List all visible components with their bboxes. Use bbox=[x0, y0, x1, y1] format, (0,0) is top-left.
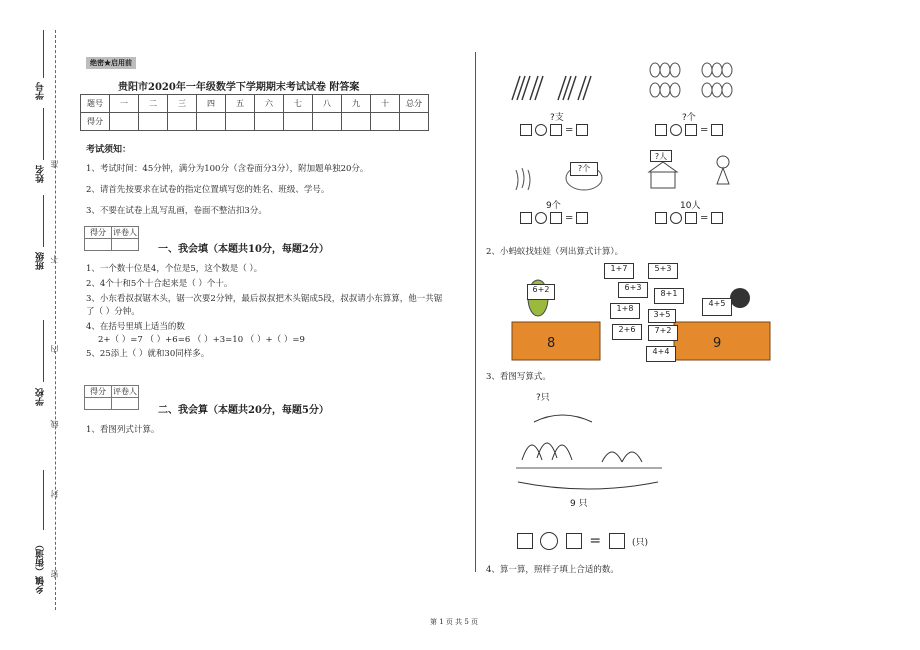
equation-card: 2+6 bbox=[612, 324, 642, 340]
answer-square[interactable] bbox=[550, 124, 562, 136]
answer-square[interactable] bbox=[609, 533, 625, 549]
pineapples-illustration bbox=[645, 60, 745, 102]
equation-card: 3+5 bbox=[648, 309, 676, 323]
score-header-cell: 题号 bbox=[81, 95, 110, 113]
score-header-cell: 十 bbox=[371, 95, 400, 113]
equation-card: 7+2 bbox=[648, 325, 678, 341]
grader-reviewer-cell[interactable] bbox=[112, 398, 139, 410]
unit-label: (只) bbox=[632, 538, 649, 548]
binding-label-name: 姓名 bbox=[36, 165, 46, 183]
question-item: 2、4个十和5个十合起来是（ ）个十。 bbox=[86, 279, 233, 289]
equation-row: = bbox=[655, 212, 726, 224]
equation-card: 1+7 bbox=[604, 263, 634, 279]
score-header-cell: 四 bbox=[197, 95, 226, 113]
notice-heading: 考试须知： bbox=[86, 145, 132, 155]
binding-underline bbox=[43, 195, 44, 247]
score-table-row bbox=[81, 113, 429, 131]
binding-label-class: 班级 bbox=[36, 252, 46, 270]
caption-people: 10人 bbox=[680, 201, 701, 211]
section1-heading: 一、我会填（本题共10分，每题2分） bbox=[158, 244, 329, 255]
score-header-cell: 八 bbox=[313, 95, 342, 113]
operator-circle[interactable] bbox=[540, 532, 558, 550]
binding-mark: 内 bbox=[50, 345, 59, 353]
grader-reviewer-label: 评卷人 bbox=[113, 387, 137, 396]
equation-card: 8+1 bbox=[654, 288, 684, 304]
answer-square[interactable] bbox=[655, 212, 667, 224]
grader-score-label: 得分 bbox=[85, 386, 112, 398]
box-number-right: 9 bbox=[713, 336, 722, 351]
score-cell[interactable] bbox=[313, 113, 342, 131]
equation-row: = bbox=[520, 212, 591, 224]
score-header-cell: 三 bbox=[168, 95, 197, 113]
caption-pineapples: ?个 bbox=[682, 113, 696, 123]
score-table bbox=[80, 94, 429, 131]
operator-circle[interactable] bbox=[535, 124, 547, 136]
score-header-cell: 六 bbox=[255, 95, 284, 113]
bottom-label: 9 只 bbox=[570, 499, 588, 509]
equation-card: 6+3 bbox=[618, 282, 648, 298]
operator-circle[interactable] bbox=[535, 212, 547, 224]
binding-mark: 封 bbox=[50, 490, 59, 498]
page-title: 贵阳市2020年一年级数学下学期期末考试试卷 附答案 bbox=[118, 82, 360, 93]
answer-square[interactable] bbox=[550, 212, 562, 224]
binding-underline bbox=[43, 320, 44, 382]
score-row-label: 得分 bbox=[81, 113, 110, 131]
score-header-cell: 总分 bbox=[400, 95, 429, 113]
section2-heading: 二、我会算（本题共20分，每题5分） bbox=[158, 405, 329, 416]
binding-label-town: 乡镇（街道） bbox=[36, 540, 46, 594]
grader-score-cell[interactable] bbox=[85, 398, 112, 410]
question-item: 2+（ ）=7 （ ）+6=6 （ ）+3=10 （ ）+（ ）=9 bbox=[98, 335, 305, 345]
score-header-cell: 一 bbox=[110, 95, 139, 113]
grader-score-cell[interactable] bbox=[85, 239, 112, 251]
grader-reviewer-cell[interactable] bbox=[112, 239, 139, 251]
secret-badge: 绝密★启用前 bbox=[86, 57, 136, 69]
answer-square[interactable] bbox=[517, 533, 533, 549]
grader-box bbox=[84, 226, 139, 251]
notice-item: 2、请首先按要求在试卷的指定位置填写您的姓名、班级、学号。 bbox=[86, 185, 330, 195]
grader-box bbox=[84, 385, 139, 410]
equation-card: 5+3 bbox=[648, 263, 678, 279]
binding-line bbox=[55, 30, 56, 610]
score-cell[interactable] bbox=[139, 113, 168, 131]
score-header-cell: 二 bbox=[139, 95, 168, 113]
top-label: ?只 bbox=[536, 393, 550, 403]
answer-square[interactable] bbox=[520, 124, 532, 136]
question-item: 了（ ）分钟。 bbox=[86, 307, 140, 317]
box-number-left: 8 bbox=[547, 336, 556, 351]
score-header-cell: 九 bbox=[342, 95, 371, 113]
equation-row: = bbox=[520, 124, 591, 136]
question-item: 1、一个数十位是4，个位是5，这个数是（ ）。 bbox=[86, 264, 263, 274]
note-box: ?个 bbox=[570, 162, 598, 176]
score-cell[interactable] bbox=[168, 113, 197, 131]
binding-mark: 密 bbox=[50, 570, 59, 578]
score-cell[interactable] bbox=[400, 113, 429, 131]
page-footer: 第 1 页 共 5 页 bbox=[430, 618, 479, 626]
score-header-cell: 七 bbox=[284, 95, 313, 113]
binding-underline bbox=[43, 470, 44, 530]
answer-square[interactable] bbox=[520, 212, 532, 224]
notice-item: 3、不要在试卷上乱写乱画，卷面不整洁扣3分。 bbox=[86, 206, 267, 216]
answer-square[interactable] bbox=[711, 124, 723, 136]
score-table-header-row bbox=[81, 95, 429, 113]
caption-pencils: ?支 bbox=[550, 113, 564, 123]
question-item: 4、在括号里填上适当的数 bbox=[86, 322, 185, 332]
binding-underline bbox=[43, 108, 44, 160]
grader-score-label: 得分 bbox=[85, 227, 112, 239]
question-item: 3、小东看叔叔锯木头，锯一次要2分钟，最后叔叔把木头锯成5段，叔叔请小东算算，他一共锯 bbox=[86, 294, 443, 304]
operator-circle[interactable] bbox=[670, 124, 682, 136]
equation-card: 4+4 bbox=[646, 346, 676, 362]
question-item: 2、小蚂蚁找娃娃（列出算式计算）。 bbox=[486, 247, 624, 257]
score-header-cell: 五 bbox=[226, 95, 255, 113]
question-item: 3、看图写算式。 bbox=[486, 372, 551, 382]
question-item: 1、看图列式计算。 bbox=[86, 425, 160, 435]
binding-mark: 线 bbox=[50, 420, 59, 428]
question-item: 5、25添上（ ）就和30同样多。 bbox=[86, 349, 210, 359]
question-item: 4、算一算，照样子填上合适的数。 bbox=[486, 565, 619, 575]
answer-square[interactable] bbox=[685, 212, 697, 224]
binding-label-student-id: 学号 bbox=[36, 82, 46, 100]
equation-card: 1+8 bbox=[610, 303, 640, 319]
answer-square[interactable] bbox=[576, 212, 588, 224]
equation-card: 6+2 bbox=[527, 284, 555, 300]
caption-bowls: 9个 bbox=[546, 201, 561, 211]
score-cell[interactable] bbox=[110, 113, 139, 131]
answer-square[interactable] bbox=[685, 124, 697, 136]
score-cell[interactable] bbox=[284, 113, 313, 131]
birds-illustration bbox=[512, 400, 667, 496]
pencils-illustration bbox=[508, 72, 603, 104]
grader-reviewer-label: 评卷人 bbox=[113, 228, 137, 237]
answer-square[interactable] bbox=[711, 212, 723, 224]
binding-mark: 不 bbox=[50, 255, 59, 263]
house-box: ?人 bbox=[650, 150, 672, 162]
score-cell[interactable] bbox=[371, 113, 400, 131]
notice-item: 1、考试时间：45分钟，满分为100分（含卷面分3分），附加题单独20分。 bbox=[86, 164, 369, 174]
answer-square[interactable] bbox=[576, 124, 588, 136]
equation-card: 4+5 bbox=[702, 298, 732, 316]
score-cell[interactable] bbox=[197, 113, 226, 131]
column-divider bbox=[475, 52, 476, 572]
binding-mark: 准 bbox=[50, 160, 59, 168]
score-cell[interactable] bbox=[226, 113, 255, 131]
equation-row: = bbox=[655, 124, 726, 136]
binding-label-school: 学校 bbox=[36, 388, 46, 406]
answer-square[interactable] bbox=[655, 124, 667, 136]
equation-row: = (只) bbox=[517, 532, 651, 550]
operator-circle[interactable] bbox=[670, 212, 682, 224]
answer-square[interactable] bbox=[566, 533, 582, 549]
score-cell[interactable] bbox=[255, 113, 284, 131]
binding-underline bbox=[43, 30, 44, 78]
score-cell[interactable] bbox=[342, 113, 371, 131]
